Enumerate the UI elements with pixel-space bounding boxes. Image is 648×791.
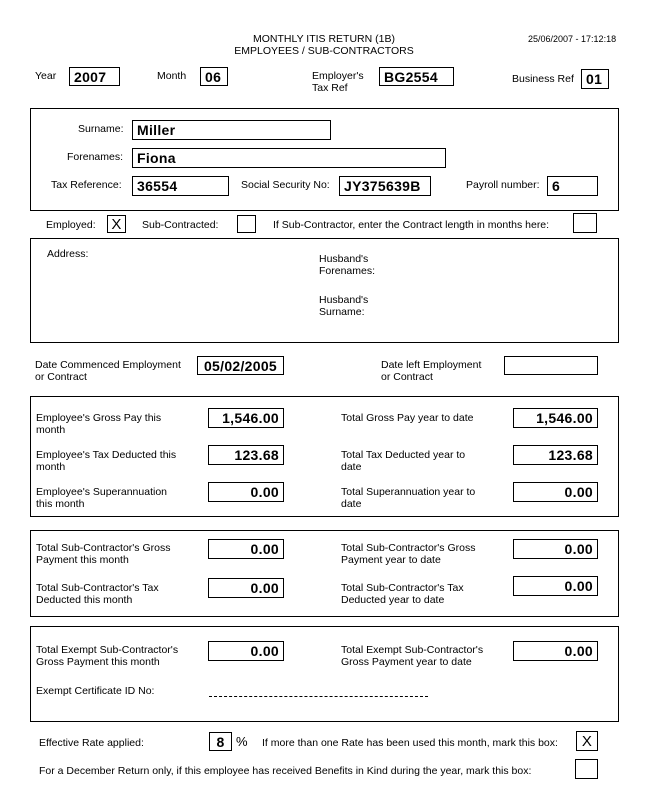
effective-rate-label: Effective Rate applied: (39, 737, 144, 749)
address-label: Address: (47, 248, 89, 260)
percent-sign: % (236, 734, 248, 749)
husband-forenames-label-1: Husband's (319, 253, 369, 265)
tax-reference-label: Tax Reference: (51, 179, 122, 191)
forenames-field[interactable]: Fiona (132, 148, 446, 168)
employed-label: Employed: (46, 219, 96, 231)
tax-ytd-label-2: date (341, 461, 362, 473)
date-left-label-2: or Contract (381, 371, 433, 383)
exempt-gross-month-label-2: Gross Payment this month (36, 656, 160, 668)
sub-gross-month-label-1: Total Sub-Contractor's Gross (36, 542, 171, 554)
contract-length-label: If Sub-Contractor, enter the Contract length in months here: (273, 219, 550, 231)
date-commenced-field[interactable]: 05/02/2005 (197, 356, 284, 375)
sub-gross-month-label-2: Payment this month (36, 554, 129, 566)
gross-ytd-label: Total Gross Pay year to date (341, 412, 474, 424)
sub-gross-ytd-field[interactable]: 0.00 (513, 539, 598, 559)
effective-rate-field[interactable]: 8 (209, 732, 232, 751)
payroll-number-field[interactable]: 6 (547, 176, 598, 196)
date-left-field[interactable] (504, 356, 598, 375)
exempt-certificate-field[interactable] (209, 696, 428, 697)
employer-tax-ref-field[interactable]: BG2554 (379, 67, 454, 86)
business-ref-label: Business Ref (512, 73, 574, 85)
sub-tax-month-field[interactable]: 0.00 (208, 578, 284, 598)
multi-rate-checkbox[interactable]: X (576, 731, 598, 751)
business-ref-field[interactable]: 01 (581, 69, 609, 89)
sub-tax-month-label-2: Deducted this month (36, 594, 133, 606)
form-title: MONTHLY ITIS RETURN (1B) (253, 33, 395, 45)
sub-tax-month-label-1: Total Sub-Contractor's Tax (36, 582, 159, 594)
super-ytd-label-2: date (341, 498, 362, 510)
tax-deducted-ytd-field[interactable]: 123.68 (513, 445, 598, 465)
superannuation-month-field[interactable]: 0.00 (208, 482, 284, 502)
employer-tax-ref-label-1: Employer's (312, 70, 364, 82)
tax-month-label-1: Employee's Tax Deducted this (36, 449, 177, 461)
sub-gross-month-field[interactable]: 0.00 (208, 539, 284, 559)
exempt-gross-ytd-label-1: Total Exempt Sub-Contractor's (341, 644, 484, 656)
exempt-gross-ytd-field[interactable]: 0.00 (513, 641, 598, 661)
gross-month-label-1: Employee's Gross Pay this (36, 412, 162, 424)
exempt-gross-month-field[interactable]: 0.00 (208, 641, 284, 661)
gross-pay-ytd-field[interactable]: 1,546.00 (513, 408, 598, 428)
date-commenced-label-2: or Contract (35, 371, 87, 383)
subcontracted-checkbox[interactable] (237, 215, 256, 233)
super-ytd-label-1: Total Superannuation year to (341, 486, 476, 498)
tax-deducted-month-field[interactable]: 123.68 (208, 445, 284, 465)
sub-tax-ytd-label-1: Total Sub-Contractor's Tax (341, 582, 464, 594)
superannuation-ytd-field[interactable]: 0.00 (513, 482, 598, 502)
social-security-label: Social Security No: (241, 179, 330, 191)
benefits-in-kind-checkbox[interactable] (575, 759, 598, 779)
forenames-label: Forenames: (67, 151, 124, 163)
husband-forenames-label-2: Forenames: (319, 265, 376, 277)
gross-month-label-2: month (36, 424, 66, 436)
husband-surname-label-2: Surname: (319, 306, 365, 318)
employed-checkbox[interactable]: X (107, 215, 126, 233)
exempt-certificate-label: Exempt Certificate ID No: (36, 685, 155, 697)
subcontracted-label: Sub-Contracted: (142, 219, 219, 231)
multi-rate-label: If more than one Rate has been used this month, mark this box: (262, 737, 558, 749)
surname-label: Surname: (78, 123, 124, 135)
social-security-field[interactable]: JY375639B (339, 176, 431, 196)
year-field[interactable]: 2007 (69, 67, 120, 86)
month-label: Month (157, 70, 187, 82)
form-subtitle: EMPLOYEES / SUB-CONTRACTORS (234, 45, 414, 57)
contract-length-field[interactable] (573, 213, 597, 233)
gross-pay-month-field[interactable]: 1,546.00 (208, 408, 284, 428)
exempt-gross-month-label-1: Total Exempt Sub-Contractor's (36, 644, 179, 656)
employer-tax-ref-label-2: Tax Ref (312, 82, 348, 94)
month-field[interactable]: 06 (200, 67, 228, 86)
sub-tax-ytd-label-2: Deducted year to date (341, 594, 445, 606)
super-month-label-1: Employee's Superannuation (36, 486, 168, 498)
timestamp: 25/06/2007 - 17:12:18 (528, 34, 617, 44)
tax-ytd-label-1: Total Tax Deducted year to (341, 449, 466, 461)
payroll-number-label: Payroll number: (466, 179, 540, 191)
sub-gross-ytd-label-2: Payment year to date (341, 554, 441, 566)
date-commenced-label-1: Date Commenced Employment (35, 359, 181, 371)
husband-surname-label-1: Husband's (319, 294, 369, 306)
sub-tax-ytd-field[interactable]: 0.00 (513, 576, 598, 596)
tax-month-label-2: month (36, 461, 66, 473)
benefits-in-kind-label: For a December Return only, if this employee has received Benefits in Kind during the year, mark this box: (39, 765, 532, 777)
year-label: Year (35, 70, 57, 82)
surname-field[interactable]: Miller (132, 120, 331, 140)
sub-gross-ytd-label-1: Total Sub-Contractor's Gross (341, 542, 476, 554)
tax-reference-field[interactable]: 36554 (132, 176, 229, 196)
date-left-label-1: Date left Employment (381, 359, 482, 371)
super-month-label-2: this month (36, 498, 85, 510)
exempt-gross-ytd-label-2: Gross Payment year to date (341, 656, 472, 668)
